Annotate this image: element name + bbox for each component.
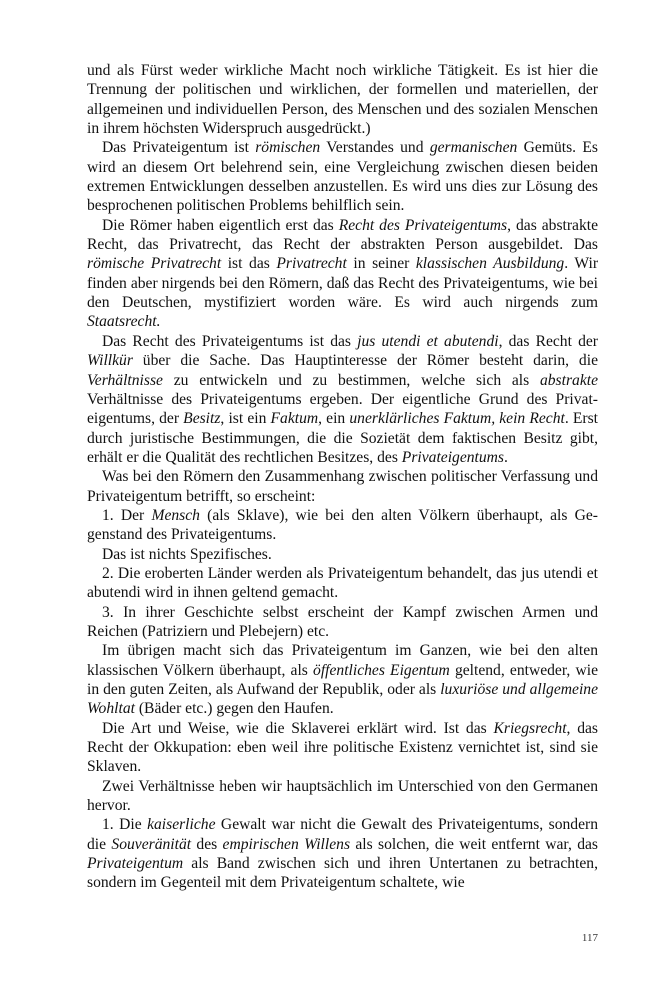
text-run: und als Fürst weder wirkliche Macht noch wirkliche Tätigkeit. Es ist hier die Trennung der politischen und wirklichen, der formellen und materiellen, der allgemeinen und individuellen Person, des Menschen und des sozialen Menschen in ihrem höchsten Widerspruch ausgedrückt.) <box>87 62 598 138</box>
italic-text: Privateigentum <box>87 855 184 873</box>
italic-text: Willkür <box>87 352 133 370</box>
text-run: , ist ein <box>220 410 271 428</box>
italic-text: luxuriöse und allgemeine Wohltat <box>87 681 598 718</box>
text-run: zu entwickeln und zu bestimmen, welche sich als <box>162 371 540 389</box>
text-run: . <box>504 448 508 466</box>
italic-text: Faktum <box>270 410 319 428</box>
italic-text: Staatsrecht. <box>87 313 161 331</box>
text-run: als solchen, die weit entfernt war, das <box>350 835 599 853</box>
text-run: in seiner <box>346 255 416 273</box>
italic-text: Souveränität <box>111 835 192 853</box>
text-run: über die Sache. Das Hauptinteresse der Römer besteht darin, die <box>132 352 598 370</box>
italic-text: germanischen <box>429 139 518 157</box>
text-run: Was bei den Römern den Zusammenhang zwischen politischer Verfassung und Privateigentum betrifft, so erscheint: <box>87 468 598 505</box>
paragraph <box>87 545 598 564</box>
paragraph <box>87 641 598 718</box>
text-run: 1. Der <box>102 506 152 524</box>
paragraph <box>87 467 598 506</box>
italic-text: Verhältnisse <box>87 371 163 389</box>
paragraph <box>87 603 598 642</box>
italic-text: Recht des Privateigentums <box>338 216 508 234</box>
paragraph <box>87 506 598 545</box>
italic-text: Mensch <box>151 506 200 524</box>
text-run: Die Art und Weise, wie die Sklaverei erklärt wird. Ist das <box>102 719 494 737</box>
text-run: (als Sklave), wie bei den alten Völkern überhaupt, als Gegenstand des Privateigentums. <box>87 506 598 544</box>
italic-text: Kriegsrecht <box>493 719 567 737</box>
paragraph <box>87 138 598 215</box>
text-run: 2. Die eroberten Länder werden als Privateigentum behandelt, das jus utendi et abutendi wird in ihnen geltend gemacht. <box>87 564 598 602</box>
paragraph <box>87 564 598 603</box>
text-run: Im übrigen macht sich das Privateigentum im Ganzen, wie bei den alten klassischen Völkern überhaupt, als <box>87 642 598 679</box>
text-run: , das Recht der Okkupation: eben weil ihre politische Existenz vernichtet ist, sind sie Sklaven. <box>87 719 598 776</box>
italic-text: unerklärliches Faktum, kein Recht <box>349 410 565 428</box>
text-run: Verstandes und <box>320 139 430 157</box>
page-number: 117 <box>581 932 598 944</box>
italic-text: römischen <box>255 139 321 157</box>
text-run: ist das <box>221 255 277 273</box>
italic-text: öffentliches Eigentum <box>313 661 450 679</box>
text-run: , das abstrakte Recht, das Privatrecht, das Recht der abstrakten Person ausgebildet. Das <box>87 216 599 254</box>
paragraph <box>87 61 598 138</box>
paragraph <box>87 777 598 816</box>
text-run: , ein <box>318 410 350 428</box>
italic-text: Privatrecht <box>276 255 347 273</box>
italic-text: klassischen Ausbildung <box>415 255 565 273</box>
italic-text: Besitz <box>183 410 221 428</box>
paragraph <box>87 332 598 467</box>
text-run: Das ist nichts Spezifisches. <box>102 545 272 563</box>
body-text <box>87 61 598 893</box>
text-run: Das Recht des Privateigentums ist das <box>102 332 358 350</box>
text-run: geltend, entweder, wie in den guten Zeiten, als Aufwand der Republik, oder als <box>87 661 598 698</box>
paragraph <box>87 719 598 777</box>
italic-text: empirischen Willens <box>222 835 351 853</box>
text-run: Das Privateigentum ist <box>102 139 256 157</box>
text-run: Gewalt war nicht die Gewalt des Privateigentums, sondern die <box>87 816 598 853</box>
text-run: Gemüts. Es wird an diesem Ort belehrend sein, eine Vergleichung zwischen diesen beiden extremen Entwicklungen desselben anzustellen. Es wird uns dies zur Lösung des besprochenen politischen Problems behilflich sein. <box>87 139 598 215</box>
paragraph <box>87 216 598 332</box>
italic-text: kaiserliche <box>147 816 216 834</box>
text-run: 3. In ihrer Geschichte selbst erscheint der Kampf zwischen Armen und Reichen (Patriziern und Plebejern) etc. <box>87 603 598 640</box>
text-run: Verhältnisse des Privateigentums ergeben. Der eigentliche Grund des Privateigentums, der <box>87 390 598 428</box>
text-run: . Erst durch juristische Bestimmungen, die die Sozietät dem faktischen Besitz gibt, erhält er die Qualität des rechtlichen Besitzes, des <box>87 410 598 466</box>
text-run: 1. Die <box>102 816 148 834</box>
text-run: , das Recht der <box>498 332 598 350</box>
italic-text: jus utendi et abutendi <box>357 332 499 350</box>
text-run: . Wir finden aber nirgends bei den Römern, daß das Recht des Privateigentums, wie bei den Deutschen, mystifiziert worden wäre. Es wird auch nirgends zum <box>87 255 599 312</box>
text-run: des <box>191 835 223 853</box>
text-run: Zwei Verhältnisse heben wir hauptsächlich im Unterschied von den Germanen hervor. <box>87 777 598 815</box>
text-run: Die Römer haben eigentlich erst das <box>102 216 339 234</box>
text-run: (Bäder etc.) gegen den Haufen. <box>134 700 334 718</box>
text-run: als Band zwischen sich und ihren Untertanen zu betrachten, sondern im Gegenteil mit dem Privateigentum schaltete, wie <box>87 855 598 892</box>
italic-text: römische Privatrecht <box>87 255 222 273</box>
paragraph <box>87 815 598 892</box>
italic-text: abstrakte <box>539 371 598 389</box>
italic-text: Privateigentums <box>401 448 505 466</box>
